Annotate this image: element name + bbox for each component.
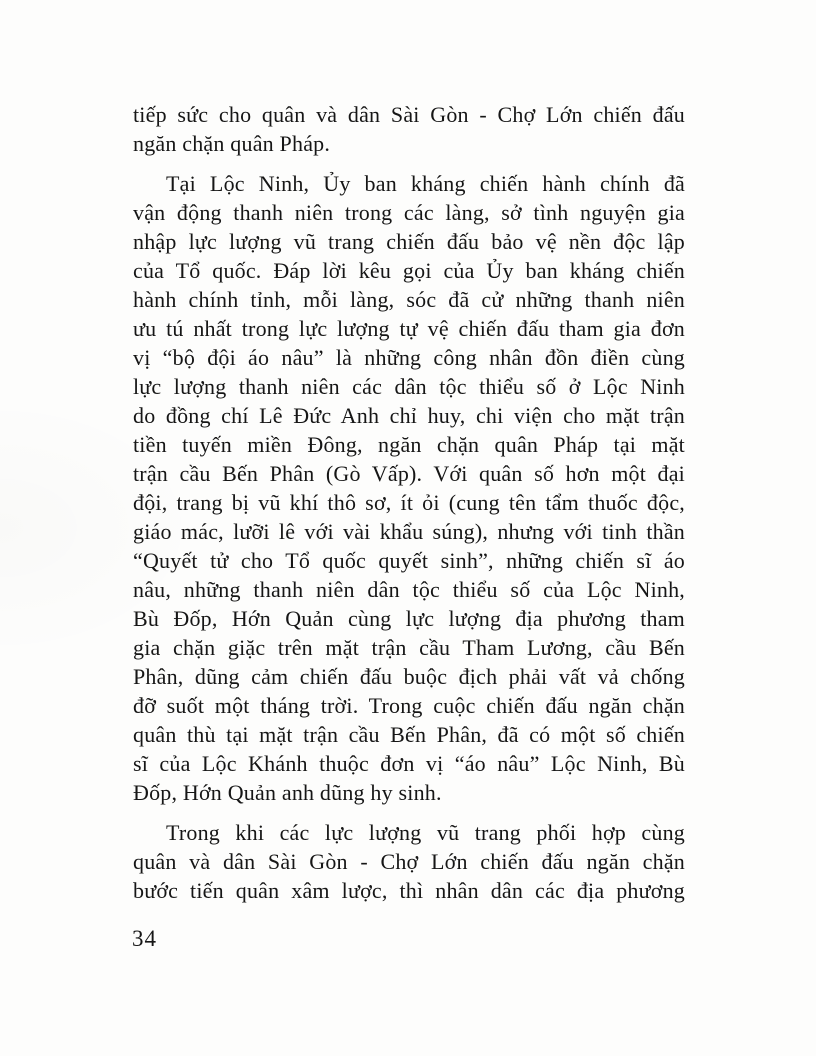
text-line: nâu, những thanh niên dân tộc thiểu số của Lộc Ninh, [133, 577, 685, 602]
text-line: nhập lực lượng vũ trang chiến đấu bảo vệ nền độc lập [133, 229, 685, 254]
text-line: ngăn chặn quân Pháp. [133, 131, 331, 156]
text-line: đỡ suốt một tháng trời. Trong cuộc chiến đấu ngăn chặn [133, 693, 685, 718]
text-line: của Tổ quốc. Đáp lời kêu gọi của Ủy ban kháng chiến [133, 258, 685, 283]
text-line: tiền tuyến miền Đông, ngăn chặn quân Pháp tại mặt [133, 432, 685, 457]
text-line: tiếp sức cho quân và dân Sài Gòn - Chợ Lớn chiến đấu [133, 102, 685, 127]
text-line: gia chặn giặc trên mặt trận cầu Tham Lương, cầu Bến [133, 635, 685, 660]
text-line: Đốp, Hớn Quản anh dũng hy sinh. [133, 780, 442, 805]
text-line: Phân, dũng cảm chiến đấu buộc địch phải vất vả chống [133, 664, 685, 689]
text-line: “Quyết tử cho Tổ quốc quyết sinh”, những chiến sĩ áo [133, 548, 685, 573]
text-line: trận cầu Bến Phân (Gò Vấp). Với quân số hơn một đại [133, 461, 685, 486]
text-line: quân và dân Sài Gòn - Chợ Lớn chiến đấu ngăn chặn [133, 849, 685, 874]
text-line: hành chính tỉnh, mỗi làng, sóc đã cử những thanh niên [133, 287, 685, 312]
text-line: vị “bộ đội áo nâu” là những công nhân đồn điền cùng [133, 345, 685, 370]
text-line: Trong khi các lực lượng vũ trang phối hợp cùng [166, 820, 685, 845]
text-line: Tại Lộc Ninh, Ủy ban kháng chiến hành chính đã [166, 171, 685, 196]
text-line: vận động thanh niên trong các làng, sở tình nguyện gia [133, 200, 685, 225]
text-line: Bù Đốp, Hớn Quản cùng lực lượng địa phương tham [133, 606, 685, 631]
text-line: giáo mác, lưỡi lê với vài khẩu súng), nhưng với tinh thần [133, 519, 685, 544]
text-line: sĩ của Lộc Khánh thuộc đơn vị “áo nâu” Lộc Ninh, Bù [133, 751, 685, 776]
text-line: quân thù tại mặt trận cầu Bến Phân, đã có một số chiến [133, 722, 685, 747]
text-line: lực lượng thanh niên các dân tộc thiểu số ở Lộc Ninh [133, 374, 685, 399]
paragraph [133, 100, 685, 158]
text-line: ưu tú nhất trong lực lượng tự vệ chiến đấu tham gia đơn [133, 316, 685, 341]
paragraph [133, 818, 685, 905]
text-line: do đồng chí Lê Đức Anh chỉ huy, chi viện cho mặt trận [133, 403, 685, 428]
page-number: 34 [132, 926, 157, 951]
text-line: đội, trang bị vũ khí thô sơ, ít ỏi (cung tên tẩm thuốc độc, [133, 490, 685, 515]
body-text [133, 100, 685, 905]
paragraph [133, 169, 685, 807]
text-line: bước tiến quân xâm lược, thì nhân dân các địa phương [133, 878, 685, 903]
